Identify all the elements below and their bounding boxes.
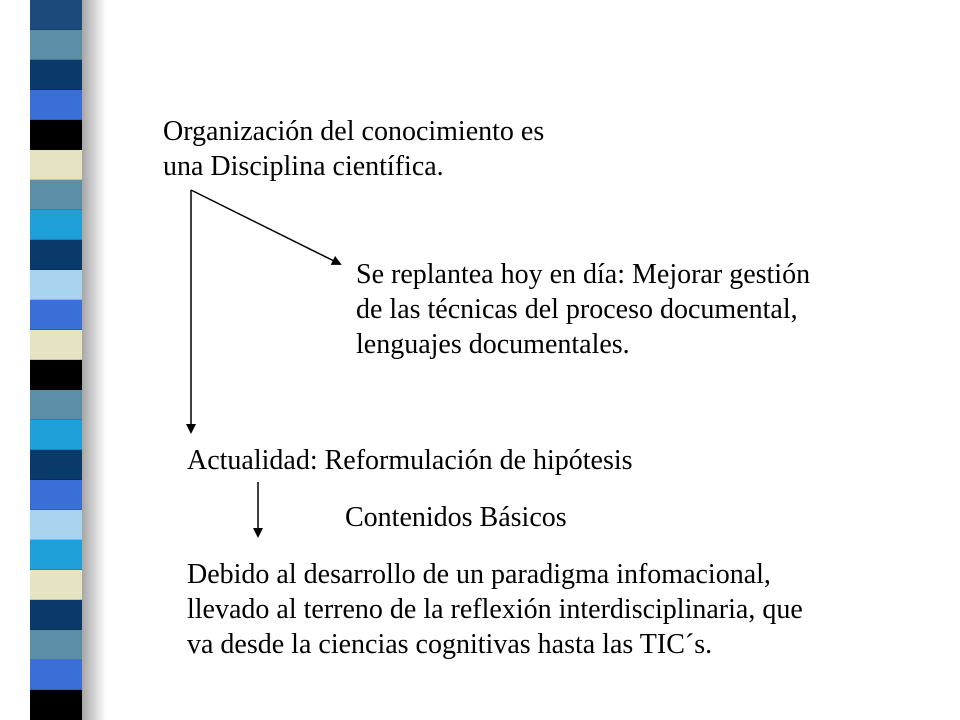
replanteo-text: [356, 257, 810, 362]
actualidad-line: Actualidad: Reformulación de hipótesis: [187, 445, 633, 476]
heading-text: [163, 114, 544, 184]
strip-block: [30, 360, 82, 390]
strip-block: [30, 480, 82, 510]
strip-block: [30, 540, 82, 570]
strip-block: [30, 0, 82, 30]
strip-block: [30, 510, 82, 540]
debido-line: va desde la ciencias cognitivas hasta las TIC´s.: [187, 629, 713, 660]
strip-shadow: [82, 0, 106, 720]
strip-block: [30, 210, 82, 240]
strip-block: [30, 420, 82, 450]
strip-block: [30, 30, 82, 60]
strip-block: [30, 690, 82, 720]
diagonal-arrow: [191, 190, 340, 264]
strip-block: [30, 60, 82, 90]
strip-block: [30, 660, 82, 690]
replanteo-line: Se replantea hoy en día: Mejorar gestión: [356, 259, 811, 290]
heading-line: una Disciplina científica.: [163, 151, 444, 182]
replanteo-line: lenguajes documentales.: [356, 329, 630, 360]
strip-block: [30, 570, 82, 600]
actualidad-text: [187, 443, 633, 478]
strip-block: [30, 270, 82, 300]
decorative-color-strip: [30, 0, 90, 720]
strip-block: [30, 150, 82, 180]
strip-block: [30, 600, 82, 630]
strip-block: [30, 390, 82, 420]
replanteo-line: de las técnicas del proceso documental,: [356, 294, 798, 325]
strip-block: [30, 240, 82, 270]
strip-block: [30, 300, 82, 330]
contenidos-line: Contenidos Básicos: [345, 502, 567, 533]
strip-block: [30, 90, 82, 120]
debido-text: [187, 557, 803, 662]
debido-line: llevado al terreno de la reflexión interdisciplinaria, que: [187, 594, 803, 625]
heading-line: Organización del conocimiento es: [163, 116, 545, 147]
strip-block: [30, 120, 82, 150]
strip-block: [30, 180, 82, 210]
strip-block: [30, 330, 82, 360]
strip-block: [30, 630, 82, 660]
debido-line: Debido al desarrollo de un paradigma infomacional,: [187, 559, 771, 590]
strip-block: [30, 450, 82, 480]
contenidos-text: [345, 500, 567, 535]
